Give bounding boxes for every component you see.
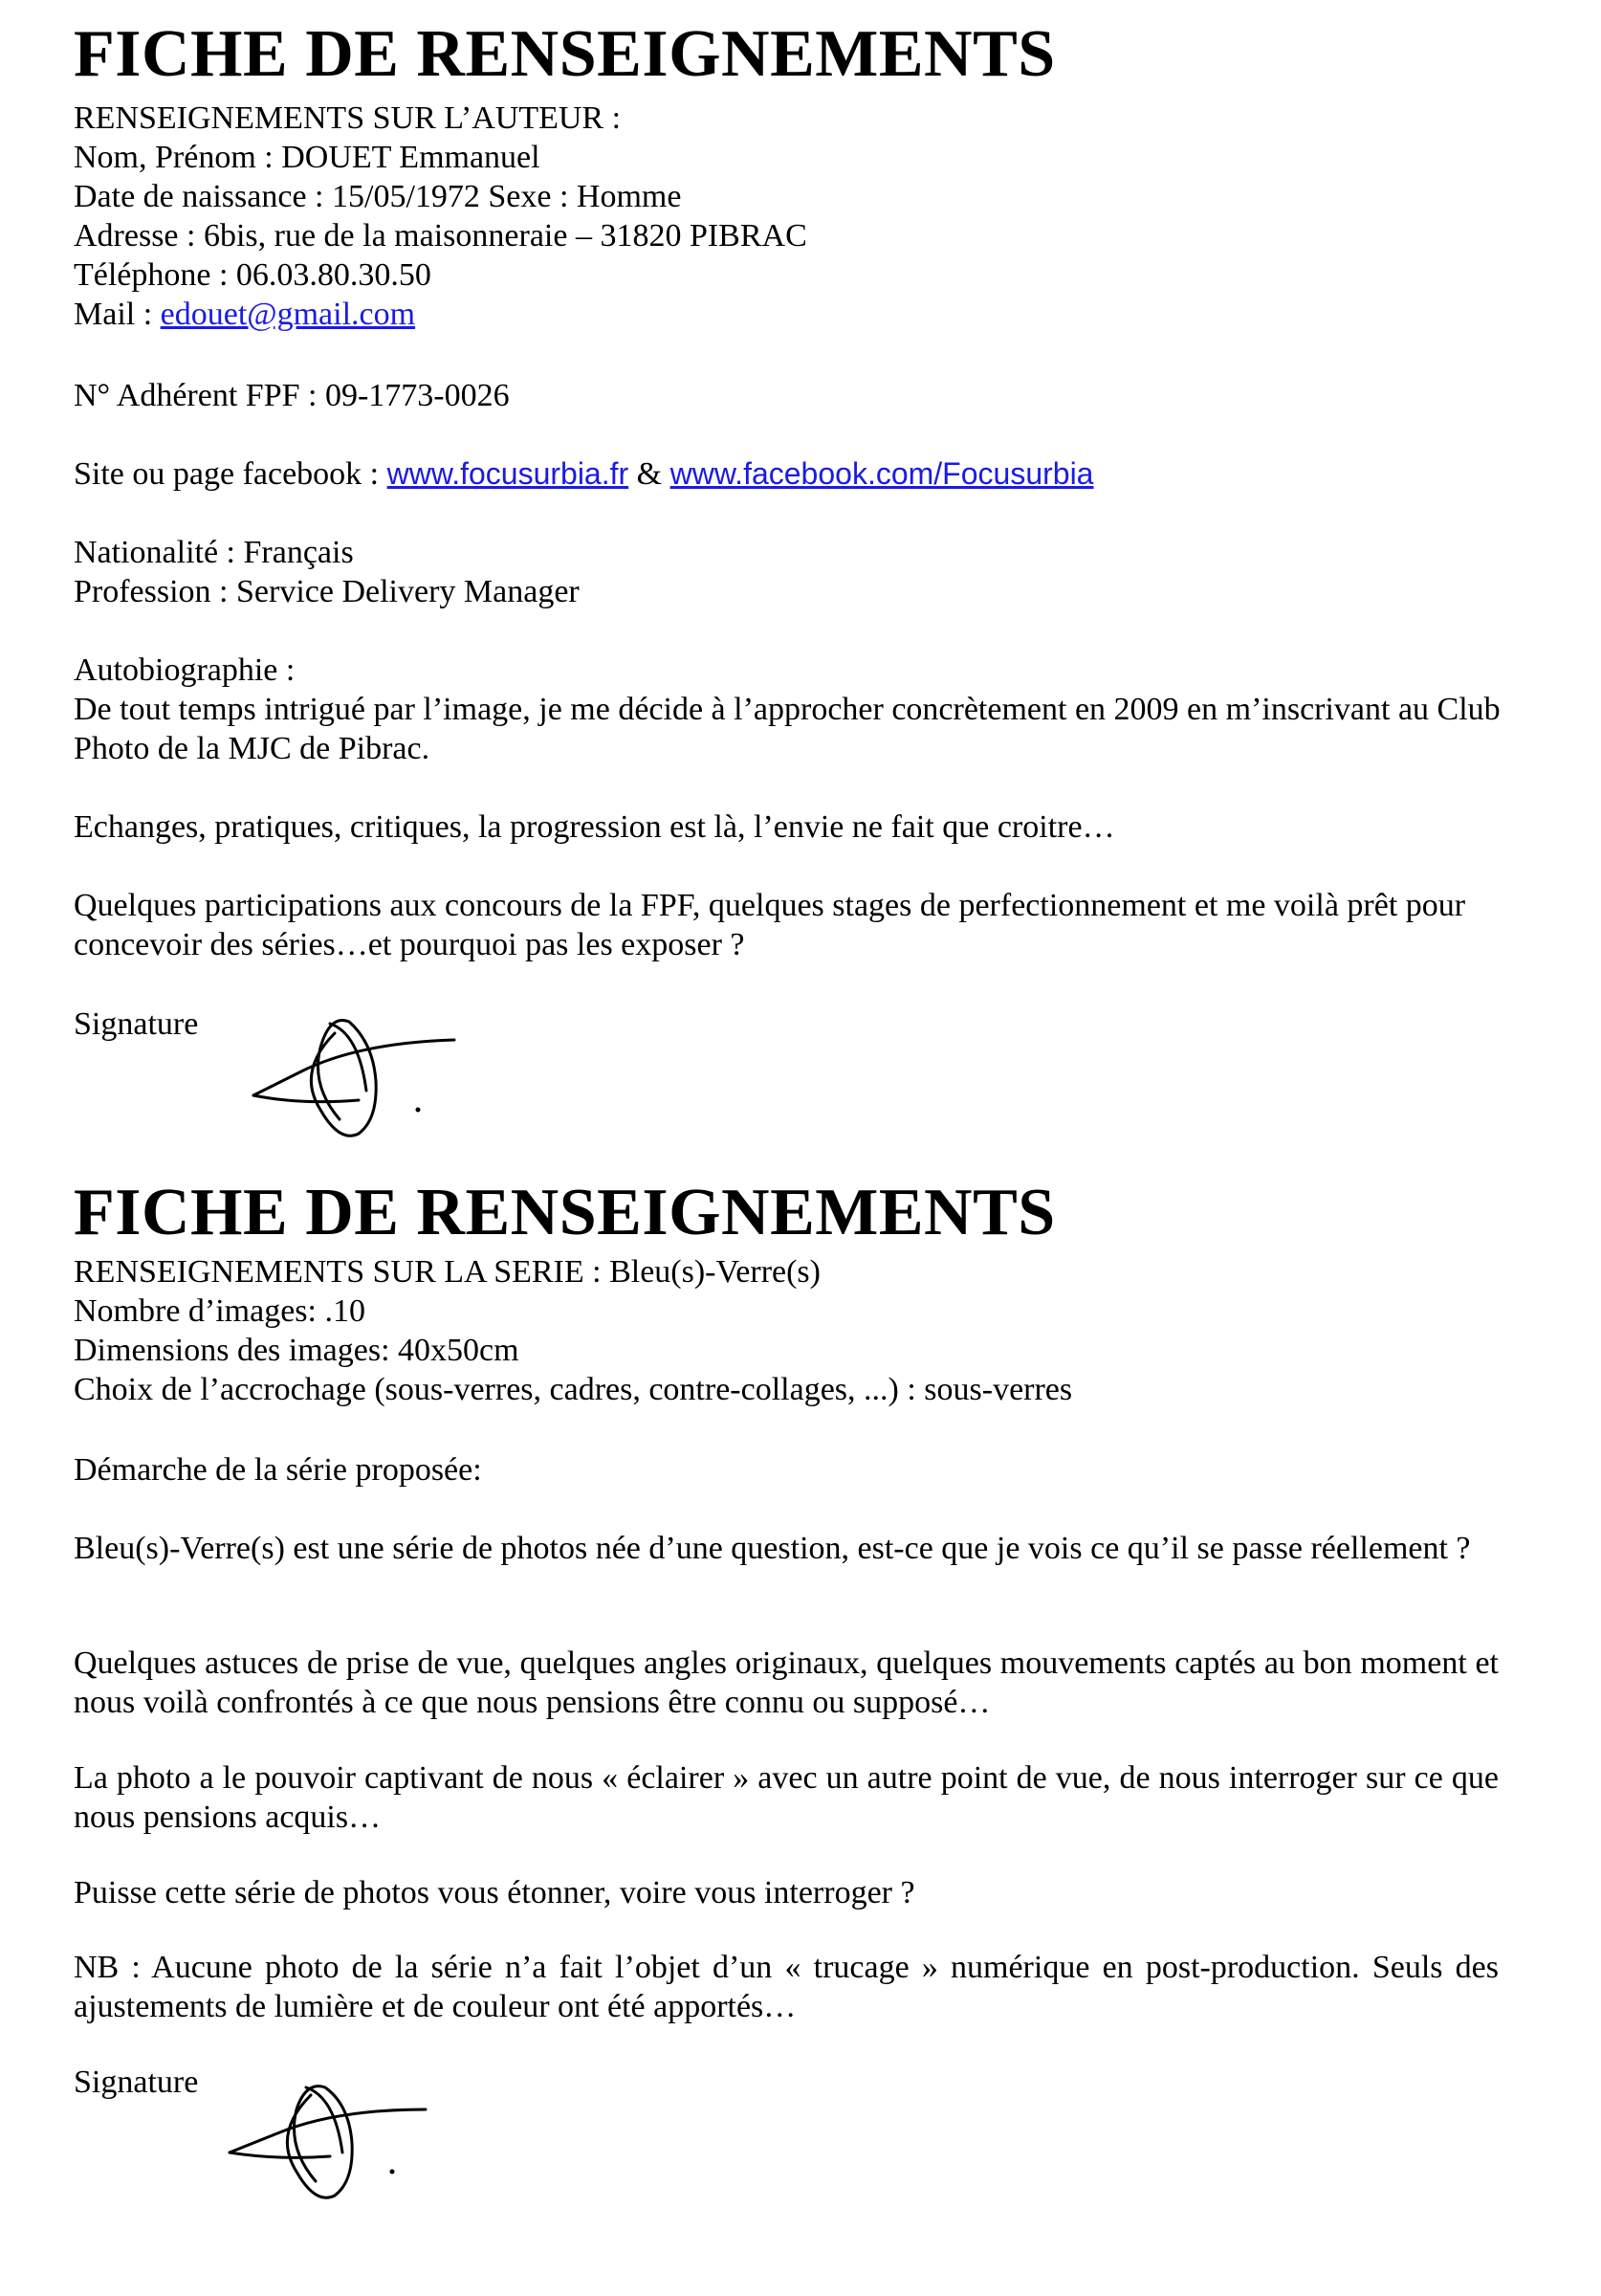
series-nb-block bbox=[74, 1948, 1499, 2026]
autobiography-paragraph-1: De tout temps intrigué par l’image, je me décide à l’approcher concrètement en 2009 en m’inscrivant au Club Photo de la MJC de Pibrac. bbox=[74, 692, 1501, 766]
author-phone: Téléphone : 06.03.80.30.50 bbox=[74, 257, 431, 293]
autobiography-paragraph-2: Echanges, pratiques, critiques, la progression est là, l’envie ne fait que croitre… bbox=[74, 809, 1115, 845]
autobiography-p2-block bbox=[74, 807, 1115, 847]
author-section-heading: RENSEIGNEMENTS SUR L’AUTEUR : bbox=[74, 100, 622, 136]
site-separator: & bbox=[628, 456, 670, 492]
series-approach-p1-block bbox=[74, 1529, 1499, 1568]
mail-label: Mail : bbox=[74, 297, 161, 332]
author-signature-image bbox=[244, 995, 473, 1158]
series-details bbox=[74, 1252, 1072, 1409]
signature-stroke bbox=[230, 2152, 330, 2157]
author-sheet bbox=[74, 17, 1056, 91]
signature-stroke bbox=[253, 1095, 359, 1102]
site-line bbox=[74, 454, 1093, 494]
series-hanging-choice: Choix de l’accrochage (sous-verres, cadres, contre-collages, ...) : sous-verres bbox=[74, 1372, 1073, 1407]
author-details bbox=[74, 99, 807, 334]
series-signature-label-block bbox=[74, 2063, 198, 2102]
site-link-focusurbia[interactable]: www.focusurbia.fr bbox=[386, 456, 629, 491]
author-signature-label: Signature bbox=[74, 1006, 199, 1042]
member-number: N° Adhérent FPF : 09-1773-0026 bbox=[74, 378, 510, 413]
series-approach-paragraph-2: Quelques astuces de prise de vue, quelques angles originaux, quelques mouvements captés au bon moment et nous voilà confrontés à ce que nous pensions être connu ou supposé… bbox=[74, 1645, 1499, 1720]
nationality-profession bbox=[74, 533, 580, 611]
series-approach-label: Démarche de la série proposée: bbox=[74, 1452, 482, 1488]
signature-dot bbox=[416, 1108, 421, 1113]
site-block bbox=[74, 454, 1093, 494]
series-approach-nb: NB : Aucune photo de la série n’a fait l’objet d’un « trucage » numérique en post-production. Seuls des ajustements de lumière et de couleur ont été apportés… bbox=[74, 1950, 1499, 2024]
signature-stroke bbox=[230, 2109, 426, 2152]
series-approach-p3-block bbox=[74, 1758, 1499, 1837]
series-sheet-title: FICHE DE RENSEIGNEMENTS bbox=[74, 1176, 1056, 1249]
author-mail bbox=[74, 295, 807, 334]
member-number-block bbox=[74, 376, 510, 415]
series-section-heading: RENSEIGNEMENTS SUR LA SERIE : Bleu(s)-Verre(s) bbox=[74, 1254, 821, 1290]
autobiography-label: Autobiographie : bbox=[74, 652, 296, 688]
author-signature-label-block bbox=[74, 1004, 198, 1044]
signature-stroke bbox=[287, 2086, 352, 2198]
author-birth-sex: Date de naissance : 15/05/1972 Sexe : Homme bbox=[74, 179, 682, 214]
author-profession: Profession : Service Delivery Manager bbox=[74, 574, 580, 609]
site-label: Site ou page facebook : bbox=[74, 456, 387, 492]
author-name: Nom, Prénom : DOUET Emmanuel bbox=[74, 140, 540, 175]
autobiography-p3-block bbox=[74, 886, 1489, 964]
author-sheet-title: FICHE DE RENSEIGNEMENTS bbox=[74, 17, 1056, 91]
series-sheet bbox=[74, 1176, 1056, 1249]
series-approach-p4-block bbox=[74, 1873, 915, 1912]
series-approach-paragraph-4: Puisse cette série de photos vous étonner, voire vous interroger ? bbox=[74, 1875, 915, 1910]
mail-link[interactable]: edouet@gmail.com bbox=[160, 297, 416, 332]
signature-stroke bbox=[311, 1021, 376, 1137]
series-approach-label-block bbox=[74, 1450, 482, 1490]
series-approach-paragraph-3: La photo a le pouvoir captivant de nous « éclairer » avec un autre point de vue, de nous interroger sur ce que nous pensions acquis… bbox=[74, 1760, 1499, 1835]
autobiography-paragraph-3: Quelques participations aux concours de la FPF, quelques stages de perfectionnement et me voilà prêt pour concevoir des séries…et pourquoi pas les exposer ? bbox=[74, 888, 1466, 962]
site-link-facebook[interactable]: www.facebook.com/Focusurbia bbox=[669, 456, 1094, 491]
series-image-count: Nombre d’images: .10 bbox=[74, 1293, 365, 1329]
series-signature-image bbox=[220, 2076, 450, 2239]
author-nationality: Nationalité : Français bbox=[74, 535, 354, 570]
series-approach-paragraph-1: Bleu(s)-Verre(s) est une série de photos née d’une question, est-ce que je vois ce qu’il se passe réellement ? bbox=[74, 1531, 1471, 1566]
autobiography bbox=[74, 651, 1527, 768]
series-image-dimensions: Dimensions des images: 40x50cm bbox=[74, 1333, 519, 1368]
series-approach-p2-block bbox=[74, 1644, 1499, 1722]
signature-dot bbox=[390, 2170, 395, 2175]
author-address: Adresse : 6bis, rue de la maisonneraie – 31820 PIBRAC bbox=[74, 218, 807, 254]
series-signature-label: Signature bbox=[74, 2064, 199, 2100]
